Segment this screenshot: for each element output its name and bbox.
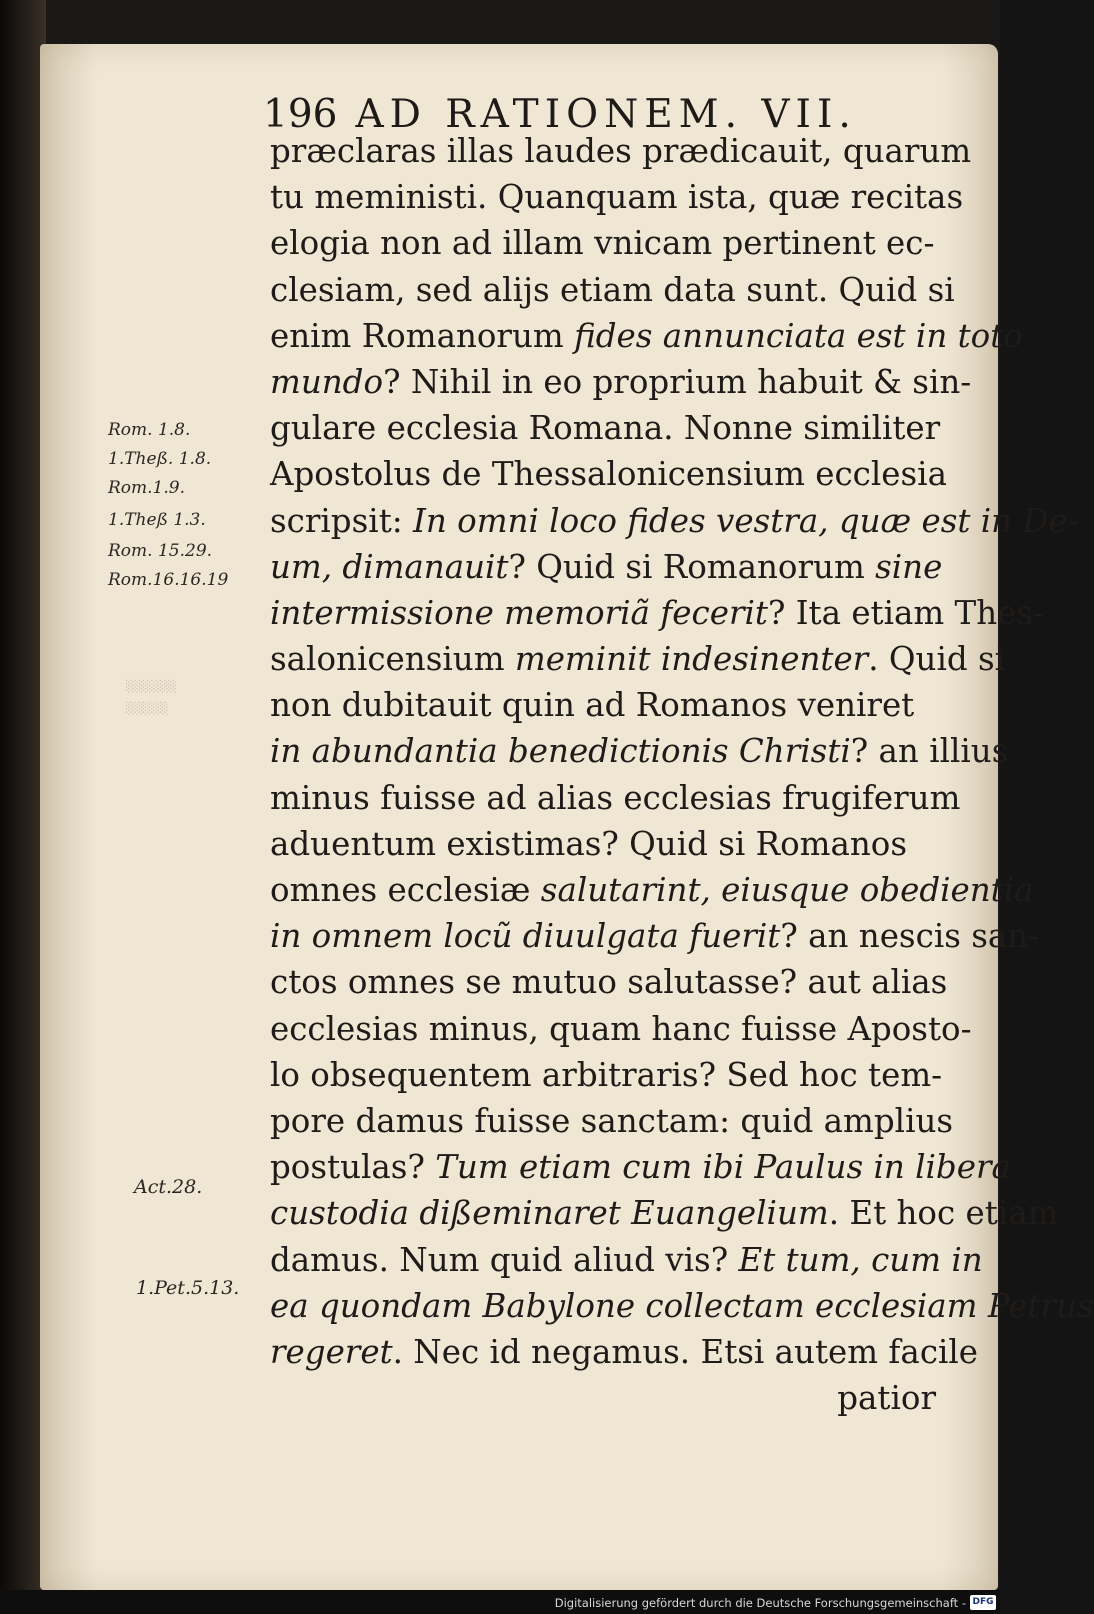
text-line [270, 636, 1006, 682]
text-line [270, 174, 970, 220]
quotation-text: mundo [270, 362, 384, 401]
quotation-text: Tum etiam cum ibi Paulus in libera [435, 1148, 1011, 1187]
text-line [270, 359, 970, 405]
body-text [270, 128, 1094, 1421]
line-text: ctos omnes se mutuo salutasse? aut alias [270, 963, 948, 1002]
text-line [270, 1237, 983, 1283]
text-line [270, 867, 1034, 913]
text-line [270, 1329, 979, 1375]
line-text: enim Romanorum [270, 316, 575, 355]
quotation-text: meminit indesinenter [514, 640, 869, 679]
show-through-marks: ░░░░░░ ░░░░░ [126, 680, 177, 715]
quotation-text: Et tum, cum in [738, 1240, 983, 1279]
margin-note: 1.Theß. 1.8. [108, 449, 212, 469]
line-text: minus fuisse ad alias ecclesias frugiferum [270, 778, 961, 817]
line-text: ? Ita etiam Thes- [767, 593, 1045, 632]
quotation-text: in abundantia benedictionis Christi [270, 732, 851, 771]
line-text: pore damus fuisse sanctam: quid amplius [270, 1101, 954, 1140]
text-line [270, 682, 970, 728]
text-line [270, 775, 970, 821]
line-text: præclaras illas laudes prædicauit, quarum [270, 132, 972, 170]
footer-credit: Digitalisierung gefördert durch die Deutsche Forschungsgemeinschaft - [554, 1596, 966, 1610]
line-text: ? Quid si Romanorum [508, 547, 876, 586]
line-text: ? Nihil in eo proprium habuit & sin- [383, 362, 972, 401]
line-text: tu meministi. Quanquam ista, quæ recitas [270, 178, 964, 217]
text-line [270, 1190, 1059, 1236]
quotation-text: custodia dißeminaret Euangelium [270, 1194, 829, 1233]
line-text: Apostolus de Thessalonicensium ecclesia [270, 455, 947, 494]
line-text: . Nec id negamus. Etsi autem facile [392, 1332, 979, 1371]
running-head-title: AD RATIONEM. VII. [355, 92, 857, 137]
quotation-text: regeret [270, 1332, 393, 1371]
margin-note: Rom. 15.29. [108, 541, 213, 561]
quotation-text: ea quondam Babylone collectam ecclesiam Petrus [270, 1286, 1094, 1325]
margin-note: Act.28. [134, 1176, 203, 1198]
quotation-text: In omni loco fides vestra, quæ est in De- [413, 501, 1079, 540]
line-text: elogia non ad illam vnicam pertinent ec- [270, 224, 935, 263]
line-text: ? an illius [850, 732, 1009, 771]
text-line [270, 498, 1079, 544]
text-line [270, 821, 970, 867]
dfg-logo: DFG [970, 1595, 996, 1610]
quotation-text: sine [875, 547, 943, 586]
text-line [270, 590, 1045, 636]
line-text: aduentum existimas? Quid si Romanos [270, 824, 908, 863]
page-number: 196 [263, 92, 338, 137]
quotation-text: in omnem locũ diuulgata fuerit [270, 917, 781, 956]
line-text: damus. Num quid aliud vis? [270, 1240, 739, 1279]
text-line [270, 405, 970, 451]
text-line [270, 1283, 1094, 1329]
catchword [270, 1375, 970, 1421]
text-line [270, 128, 970, 174]
text-line [270, 728, 1009, 774]
line-text: . Quid si [868, 640, 1006, 679]
line-text: omnes ecclesiæ [270, 871, 541, 909]
line-text: gulare ecclesia Romana. Nonne similiter [270, 409, 941, 448]
text-line [270, 1052, 970, 1098]
quotation-text: salutarint, eiusque obedientia [540, 871, 1034, 909]
line-text: salonicensium [270, 640, 515, 679]
line-text: postulas? [270, 1148, 436, 1187]
quotation-text: um, dimanauit [270, 547, 509, 586]
text-line [270, 451, 970, 497]
margin-note: 1.Pet.5.13. [136, 1277, 240, 1299]
text-line [270, 913, 1040, 959]
margin-note: 1.Theß 1.3. [108, 510, 206, 530]
text-line [270, 959, 970, 1005]
text-line [270, 544, 970, 590]
quotation-text: intermissione memoriã fecerit [270, 593, 768, 632]
margin-note: Rom. 1.8. [108, 420, 191, 440]
line-text: patior [837, 1379, 936, 1418]
text-line [270, 267, 970, 313]
quotation-text: fides annunciata est in toto [574, 316, 1023, 355]
line-text: non dubitauit quin ad Romanos veniret [270, 686, 915, 725]
text-line [270, 313, 1023, 359]
line-text: . Et hoc etiam [828, 1194, 1059, 1233]
text-line [270, 1098, 970, 1144]
line-text: ecclesias minus, quam hanc fuisse Aposto- [270, 1009, 972, 1048]
line-text: lo obsequentem arbitraris? Sed hoc tem- [270, 1055, 943, 1094]
text-line [270, 1144, 1011, 1190]
line-text: scripsit: [270, 501, 414, 540]
footer-bar [0, 1590, 1000, 1614]
margin-note: Rom.16.16.19 [108, 570, 229, 590]
text-line [270, 1006, 970, 1052]
line-text: clesiam, sed alijs etiam data sunt. Quid si [270, 270, 955, 309]
text-line [270, 220, 970, 266]
margin-note: Rom.1.9. [108, 478, 185, 498]
line-text: ? an nescis san- [780, 917, 1040, 956]
